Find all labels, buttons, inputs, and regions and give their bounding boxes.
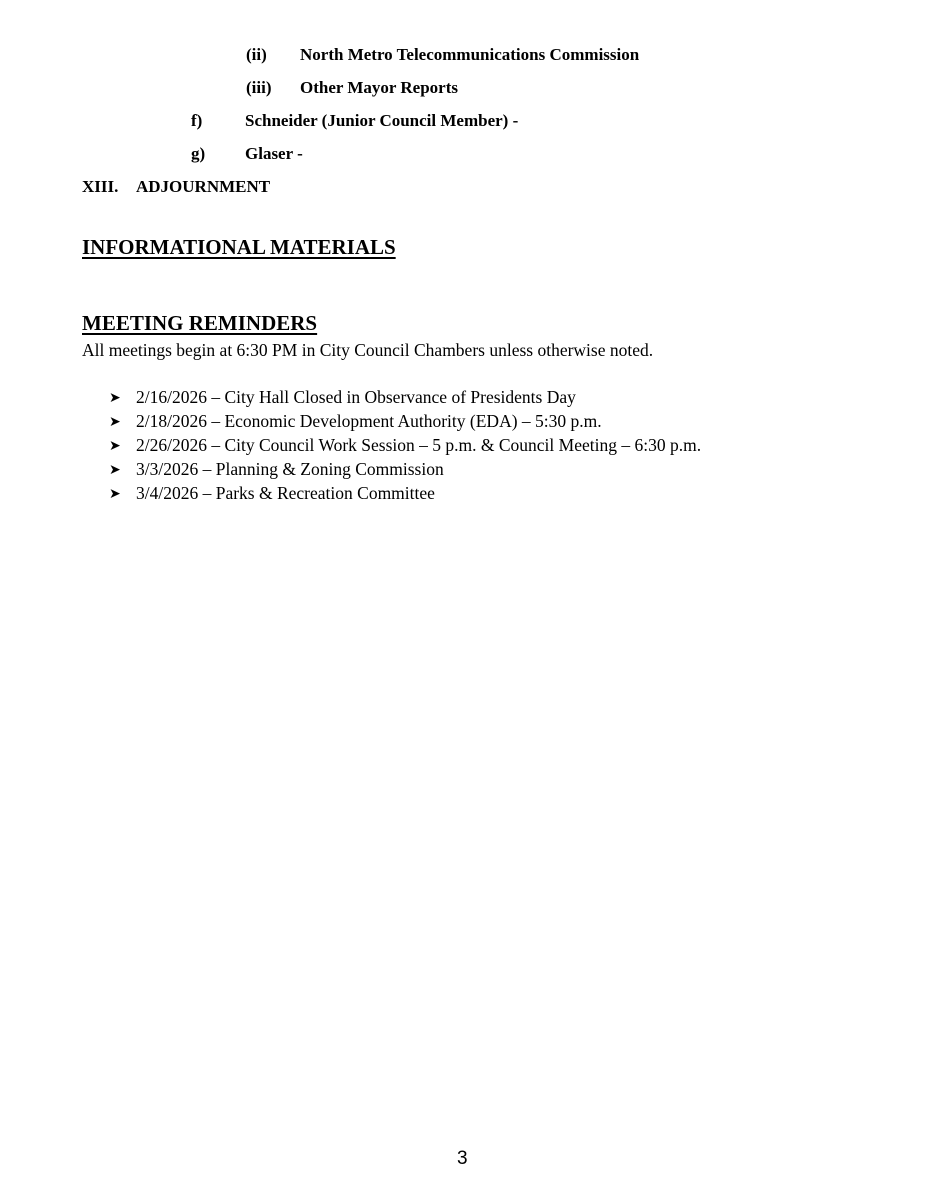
reminder-text: 2/18/2026 – Economic Development Authority (EDA) – 5:30 p.m.	[136, 411, 602, 431]
agenda-item-number: g)	[191, 144, 206, 163]
arrowhead-bullet-icon: ➤	[109, 438, 121, 454]
reminder-text: 2/26/2026 – City Council Work Session – 5 p.m. & Council Meeting – 6:30 p.m.	[136, 435, 702, 455]
arrowhead-bullet-icon: ➤	[109, 414, 121, 430]
arrowhead-bullet-icon: ➤	[109, 462, 121, 478]
agenda-item-number: f)	[191, 111, 203, 130]
agenda-item-text: North Metro Telecommunications Commission	[300, 45, 640, 64]
page-number: 3	[457, 1148, 468, 1169]
agenda-item-text: ADJOURNMENT	[136, 177, 271, 196]
arrowhead-bullet-icon: ➤	[109, 390, 121, 406]
informational-materials-heading: INFORMATIONAL MATERIALS	[82, 235, 396, 259]
meeting-reminders-heading: MEETING REMINDERS	[82, 311, 318, 335]
agenda-item-text: Other Mayor Reports	[300, 78, 459, 97]
meeting-reminders-intro: All meetings begin at 6:30 PM in City Council Chambers unless otherwise noted.	[82, 340, 654, 360]
agenda-item-number: (iii)	[246, 78, 272, 97]
reminder-text: 3/3/2026 – Planning & Zoning Commission	[136, 459, 444, 479]
reminder-text: 2/16/2026 – City Hall Closed in Observance of Presidents Day	[136, 387, 576, 407]
agenda-item-number: XIII.	[82, 177, 119, 196]
agenda-item-text: Schneider (Junior Council Member) -	[245, 111, 519, 130]
arrowhead-bullet-icon: ➤	[109, 486, 121, 502]
agenda-item-text: Glaser -	[245, 144, 303, 163]
agenda-item-number: (ii)	[246, 45, 267, 64]
reminder-text: 3/4/2026 – Parks & Recreation Committee	[136, 483, 435, 503]
